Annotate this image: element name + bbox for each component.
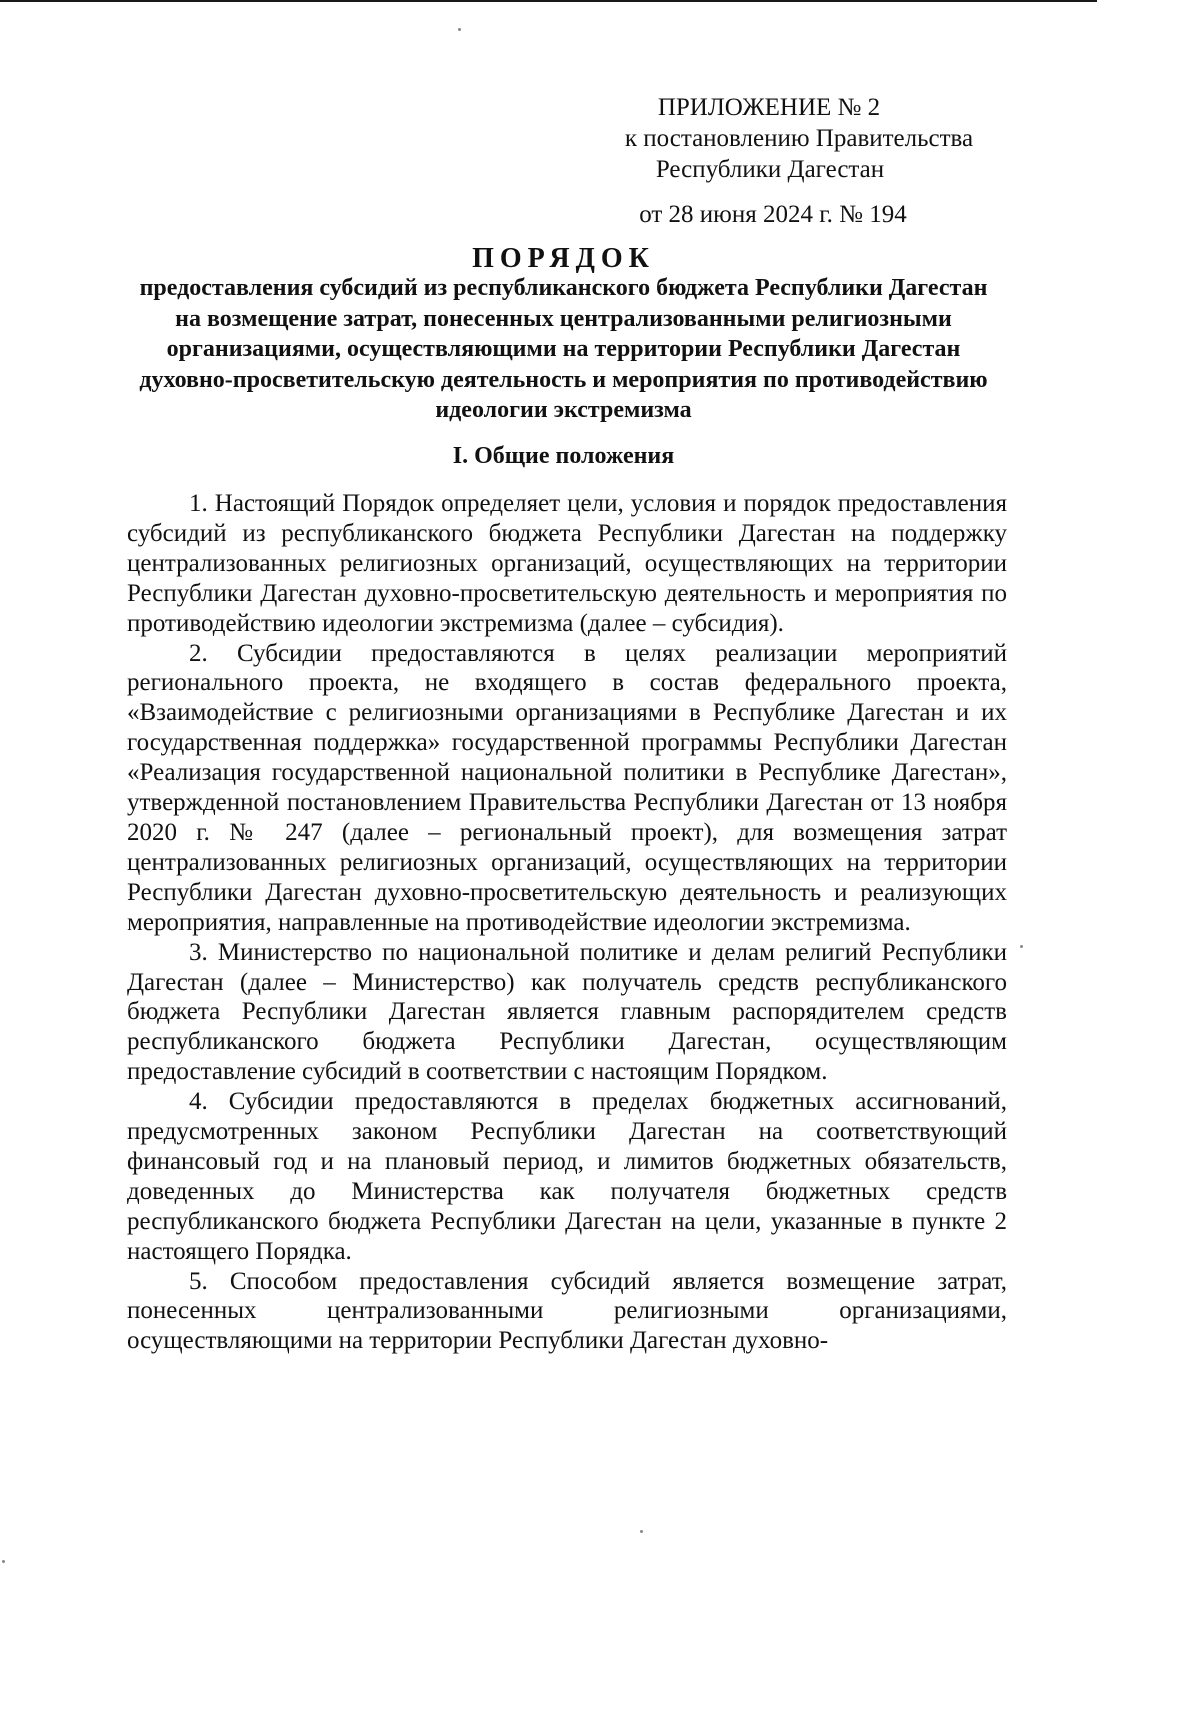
paragraph-1: 1. Настоящий Порядок определяет цели, условия и порядок предоставления субсидий из республиканского бюджета Республики Дагестан на поддержку централизованных религиозных организаций, осуществляющих на территории Республики Дагестан духовно-просветительскую деятельность и мероприятия по противодействию идеологии экстремизма (далее – субсидия). xyxy=(127,490,1007,637)
appendix-date-number: от 28 июня 2024 г. № 194 xyxy=(639,201,907,228)
section-heading: I. Общие положения xyxy=(452,443,675,469)
scan-top-edge xyxy=(0,0,1097,2)
document-title: ПОРЯДОК xyxy=(472,243,655,274)
paragraph-5: 5. Способом предоставления субсидий является возмещение затрат, понесенных централизованными религиозными организациями, осуществляющими на территории Республики Дагестан духовно- xyxy=(127,1267,1007,1355)
document-body xyxy=(127,489,1007,1356)
appendix-republic-line: Республики Дагестан xyxy=(655,156,885,183)
scan-speck xyxy=(458,28,461,31)
document-subtitle: предоставления субсидий из республиканского бюджета Республики Дагестан на возмещение затрат, понесенных централизованными религиозными организациями, осуществляющими на территории Республики Дагестан духовно-просветительскую деятельность и мероприятия по противодействию идеологии экстремизма xyxy=(139,275,988,423)
scan-speck xyxy=(2,1560,5,1563)
appendix-resolution-line: к постановлению Правительства xyxy=(624,125,974,152)
scan-speck xyxy=(1020,945,1023,948)
paragraph-2: 2. Субсидии предоставляются в целях реализации мероприятий регионального проекта, не входящего в состав федерального проекта, «Взаимодействие с религиозными организациями в Республике Дагестан и их государственная поддержка» государственной программы Республики Дагестан «Реализация государственной национальной политики в Республике Дагестан», утвержденной постановлением Правительства Республики Дагестан от 13 ноября 2020 г. № 247 (далее – региональный проект), для возмещения затрат централизованных религиозных организаций, осуществляющих на территории Республики Дагестан духовно-просветительскую деятельность и реализующих мероприятия, направленные на противодействие идеологии экстремизма. xyxy=(127,639,1007,936)
appendix-title: ПРИЛОЖЕНИЕ № 2 xyxy=(657,94,881,121)
appendix-block xyxy=(560,92,1040,230)
paragraph-4: 4. Субсидии предоставляются в пределах бюджетных ассигнований, предусмотренных законом Республики Дагестан на соответствующий финансовый год и на плановый период, и лимитов бюджетных обязательств, доведенных до Министерства как получателя бюджетных средств республиканского бюджета Республики Дагестан на цели, указанные в пункте 2 настоящего Порядка. xyxy=(127,1088,1007,1265)
scan-speck xyxy=(640,1530,643,1533)
paragraph-3: 3. Министерство по национальной политике и делам религий Республики Дагестан (далее – Министерство) как получатель средств республиканского бюджета Республики Дагестан является главным распорядителем средств республиканского бюджета Республики Дагестан, осуществляющим предоставление субсидий в соответствии с настоящим Порядком. xyxy=(127,938,1007,1086)
